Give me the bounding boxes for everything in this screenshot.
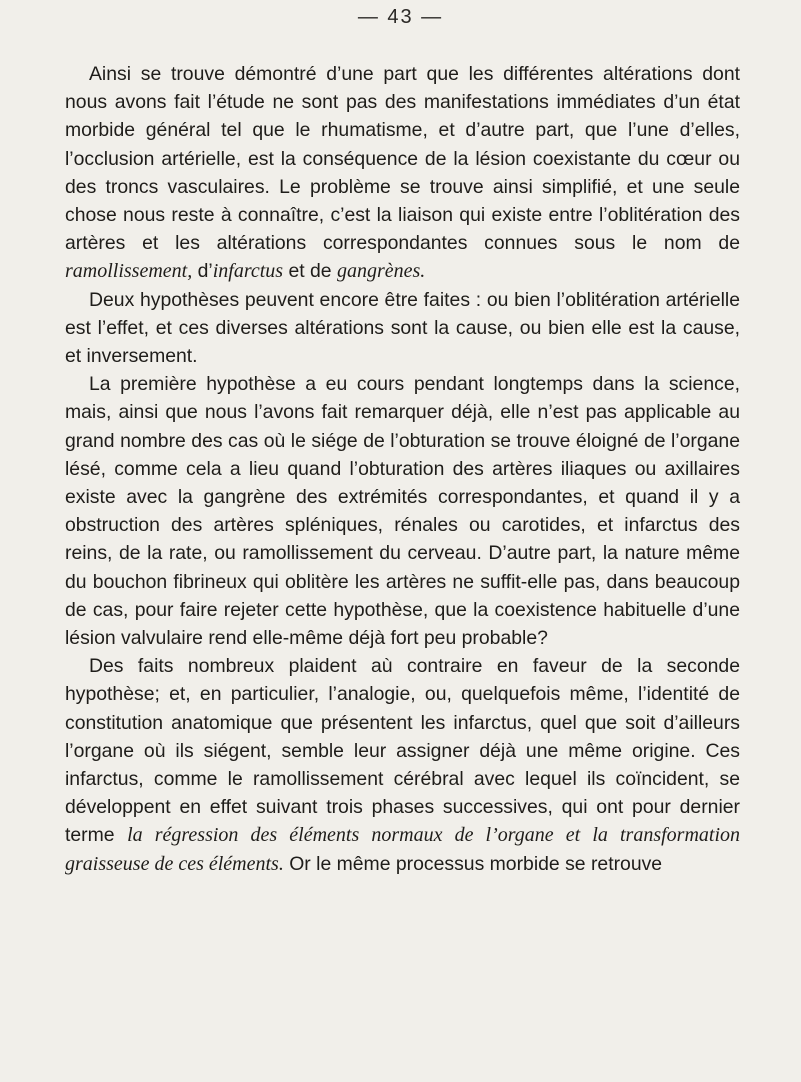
italic-term: ramollissement, <box>65 260 193 283</box>
text-run: d’ <box>192 260 213 283</box>
paragraph <box>65 652 740 878</box>
text-run: et de <box>283 260 337 283</box>
text-run: Or le même processus morbide se retrouve <box>283 852 663 875</box>
text-run: Des faits nombreux plaident aù contraire en faveur de la seconde hypothèse; et, en particulier, l’analogie, ou, quelquefois même, l’identité de constitution anatomique que présentent les infarctus, quel que soit d’ailleurs l’organe où ils siégent, semble leur assigner déjà une même origine. Ces infarctus, comme le ramollissement cérébral avec lequel ils coïncident, se développent en effet suivant trois phases successives, qui ont pour dernier terme <box>65 655 740 847</box>
italic-term: gangrènes. <box>336 260 426 283</box>
italic-term: la régression des éléments normaux de l’organe et la transformation graisseuse de ces éléments. <box>65 824 741 875</box>
paragraph <box>65 370 740 652</box>
text-run: Ainsi se trouve démontré d’une part que les différentes altérations dont nous avons fait l’étude ne sont pas des manifestations immédiates d’un état morbide général tel que le rhumatisme, et d’autre part, que l’une d’elles, l’occlusion artérielle, est la conséquence de la lésion coexistante du cœur ou des troncs vasculaires. Le problème se trouve ainsi simplifié, et une seule chose nous reste à connaître, c’est la liaison qui existe entre l’oblitération des artères et les altérations correspondantes connues sous le nom de <box>65 63 740 255</box>
page-number: — 43 — <box>357 6 444 28</box>
italic-term: infarctus <box>212 260 284 283</box>
text-run: Deux hypothèses peuvent encore être faites : ou bien l’oblitération artérielle est l’effet, et ces diverses altérations sont la cause, ou bien elle est la cause, et inversement. <box>65 288 740 368</box>
text-run: La première hypothèse a eu cours pendant longtemps dans la science, mais, ainsi que nous l’avons fait remarquer déjà, elle n’est pas applicable au grand nombre des cas où le siége de l’obturation se trouve éloigné de l’organe lésé, comme cela a lieu quand l’obturation des artères iliaques ou axillaires existe avec la gangrène des extrémités correspondantes, et quand il y a obstruction des artères spléniques, rénales ou carotides, et infarctus des reins, de la rate, ou ramollissement du cerveau. D’autre part, la nature même du bouchon fibrineux qui oblitère les artères ne suffit-elle pas, dans beaucoup de cas, pour faire rejeter cette hypothèse, que la coexistence habituelle d’une lésion valvulaire rend elle-même déjà fort peu probable? <box>65 373 740 650</box>
paragraph <box>65 286 740 371</box>
paragraph <box>65 60 740 286</box>
body-text <box>65 60 740 878</box>
